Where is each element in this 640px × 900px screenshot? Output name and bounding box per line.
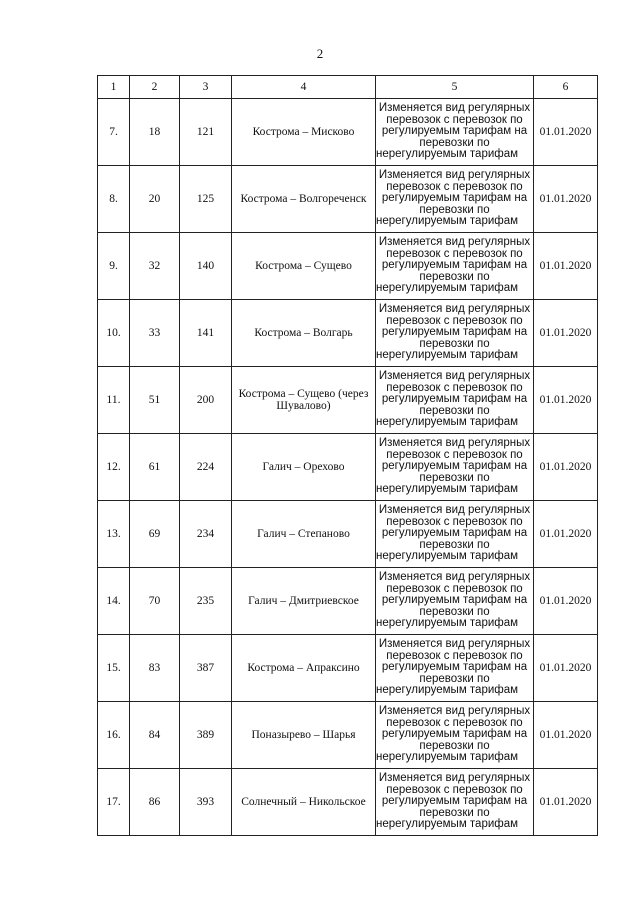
route-number: 387: [180, 635, 232, 702]
change-description: Изменяется вид регулярных перевозок с перевозок по регулируемым тарифам на перевозки по нерегулируемым тарифам: [376, 166, 534, 233]
effective-date: 01.01.2020: [534, 769, 598, 836]
route-register-number: 70: [130, 568, 180, 635]
row-number: 8.: [98, 166, 130, 233]
route-register-number: 51: [130, 367, 180, 434]
route-number: 234: [180, 501, 232, 568]
effective-date: 01.01.2020: [534, 233, 598, 300]
table-row: [98, 300, 598, 367]
table-row: [98, 769, 598, 836]
routes-table: [97, 75, 598, 836]
route-name: Галич – Степаново: [232, 501, 376, 568]
table-row: [98, 233, 598, 300]
table-row: [98, 99, 598, 166]
route-name: Кострома – Мисково: [232, 99, 376, 166]
effective-date: 01.01.2020: [534, 501, 598, 568]
route-name: Кострома – Апраксино: [232, 635, 376, 702]
route-register-number: 83: [130, 635, 180, 702]
table-row: [98, 568, 598, 635]
table-row: [98, 635, 598, 702]
route-register-number: 84: [130, 702, 180, 769]
route-register-number: 20: [130, 166, 180, 233]
change-description: Изменяется вид регулярных перевозок с перевозок по регулируемым тарифам на перевозки по нерегулируемым тарифам: [376, 501, 534, 568]
route-name: Поназырево – Шарья: [232, 702, 376, 769]
header-col-5: 5: [376, 76, 534, 99]
row-number: 12.: [98, 434, 130, 501]
route-register-number: 18: [130, 99, 180, 166]
change-description: Изменяется вид регулярных перевозок с перевозок по регулируемым тарифам на перевозки по нерегулируемым тарифам: [376, 367, 534, 434]
route-number: 121: [180, 99, 232, 166]
route-number: 235: [180, 568, 232, 635]
change-description: Изменяется вид регулярных перевозок с перевозок по регулируемым тарифам на перевозки по нерегулируемым тарифам: [376, 434, 534, 501]
row-number: 10.: [98, 300, 130, 367]
change-description: Изменяется вид регулярных перевозок с перевозок по регулируемым тарифам на перевозки по нерегулируемым тарифам: [376, 769, 534, 836]
route-name: Галич – Дмитриевское: [232, 568, 376, 635]
table-header-row: [98, 76, 598, 99]
row-number: 15.: [98, 635, 130, 702]
route-number: 393: [180, 769, 232, 836]
table-row: [98, 367, 598, 434]
row-number: 13.: [98, 501, 130, 568]
route-register-number: 86: [130, 769, 180, 836]
route-number: 224: [180, 434, 232, 501]
route-number: 140: [180, 233, 232, 300]
effective-date: 01.01.2020: [534, 99, 598, 166]
route-register-number: 69: [130, 501, 180, 568]
row-number: 11.: [98, 367, 130, 434]
route-number: 389: [180, 702, 232, 769]
page-number: 2: [316, 46, 324, 61]
header-col-2: 2: [130, 76, 180, 99]
row-number: 9.: [98, 233, 130, 300]
effective-date: 01.01.2020: [534, 434, 598, 501]
route-name: Галич – Орехово: [232, 434, 376, 501]
change-description: Изменяется вид регулярных перевозок с перевозок по регулируемым тарифам на перевозки по нерегулируемым тарифам: [376, 635, 534, 702]
row-number: 17.: [98, 769, 130, 836]
table-row: [98, 501, 598, 568]
change-description: Изменяется вид регулярных перевозок с перевозок по регулируемым тарифам на перевозки по нерегулируемым тарифам: [376, 702, 534, 769]
route-register-number: 33: [130, 300, 180, 367]
row-number: 14.: [98, 568, 130, 635]
route-number: 125: [180, 166, 232, 233]
table-row: [98, 166, 598, 233]
effective-date: 01.01.2020: [534, 300, 598, 367]
change-description: Изменяется вид регулярных перевозок с перевозок по регулируемым тарифам на перевозки по нерегулируемым тарифам: [376, 99, 534, 166]
change-description: Изменяется вид регулярных перевозок с перевозок по регулируемым тарифам на перевозки по нерегулируемым тарифам: [376, 233, 534, 300]
table-row: [98, 702, 598, 769]
route-name: Солнечный – Никольское: [232, 769, 376, 836]
effective-date: 01.01.2020: [534, 702, 598, 769]
route-number: 200: [180, 367, 232, 434]
header-col-3: 3: [180, 76, 232, 99]
effective-date: 01.01.2020: [534, 635, 598, 702]
change-description: Изменяется вид регулярных перевозок с перевозок по регулируемым тарифам на перевозки по нерегулируемым тарифам: [376, 300, 534, 367]
route-name: Кострома – Волгореченск: [232, 166, 376, 233]
route-register-number: 61: [130, 434, 180, 501]
route-register-number: 32: [130, 233, 180, 300]
change-description: Изменяется вид регулярных перевозок с перевозок по регулируемым тарифам на перевозки по нерегулируемым тарифам: [376, 568, 534, 635]
header-col-4: 4: [232, 76, 376, 99]
row-number: 7.: [98, 99, 130, 166]
table-row: [98, 434, 598, 501]
route-name: Кострома – Сущево (через Шувалово): [232, 367, 376, 434]
header-col-6: 6: [534, 76, 598, 99]
effective-date: 01.01.2020: [534, 166, 598, 233]
row-number: 16.: [98, 702, 130, 769]
header-col-1: 1: [98, 76, 130, 99]
effective-date: 01.01.2020: [534, 568, 598, 635]
route-name: Кострома – Сущево: [232, 233, 376, 300]
effective-date: 01.01.2020: [534, 367, 598, 434]
route-number: 141: [180, 300, 232, 367]
route-name: Кострома – Волгарь: [232, 300, 376, 367]
